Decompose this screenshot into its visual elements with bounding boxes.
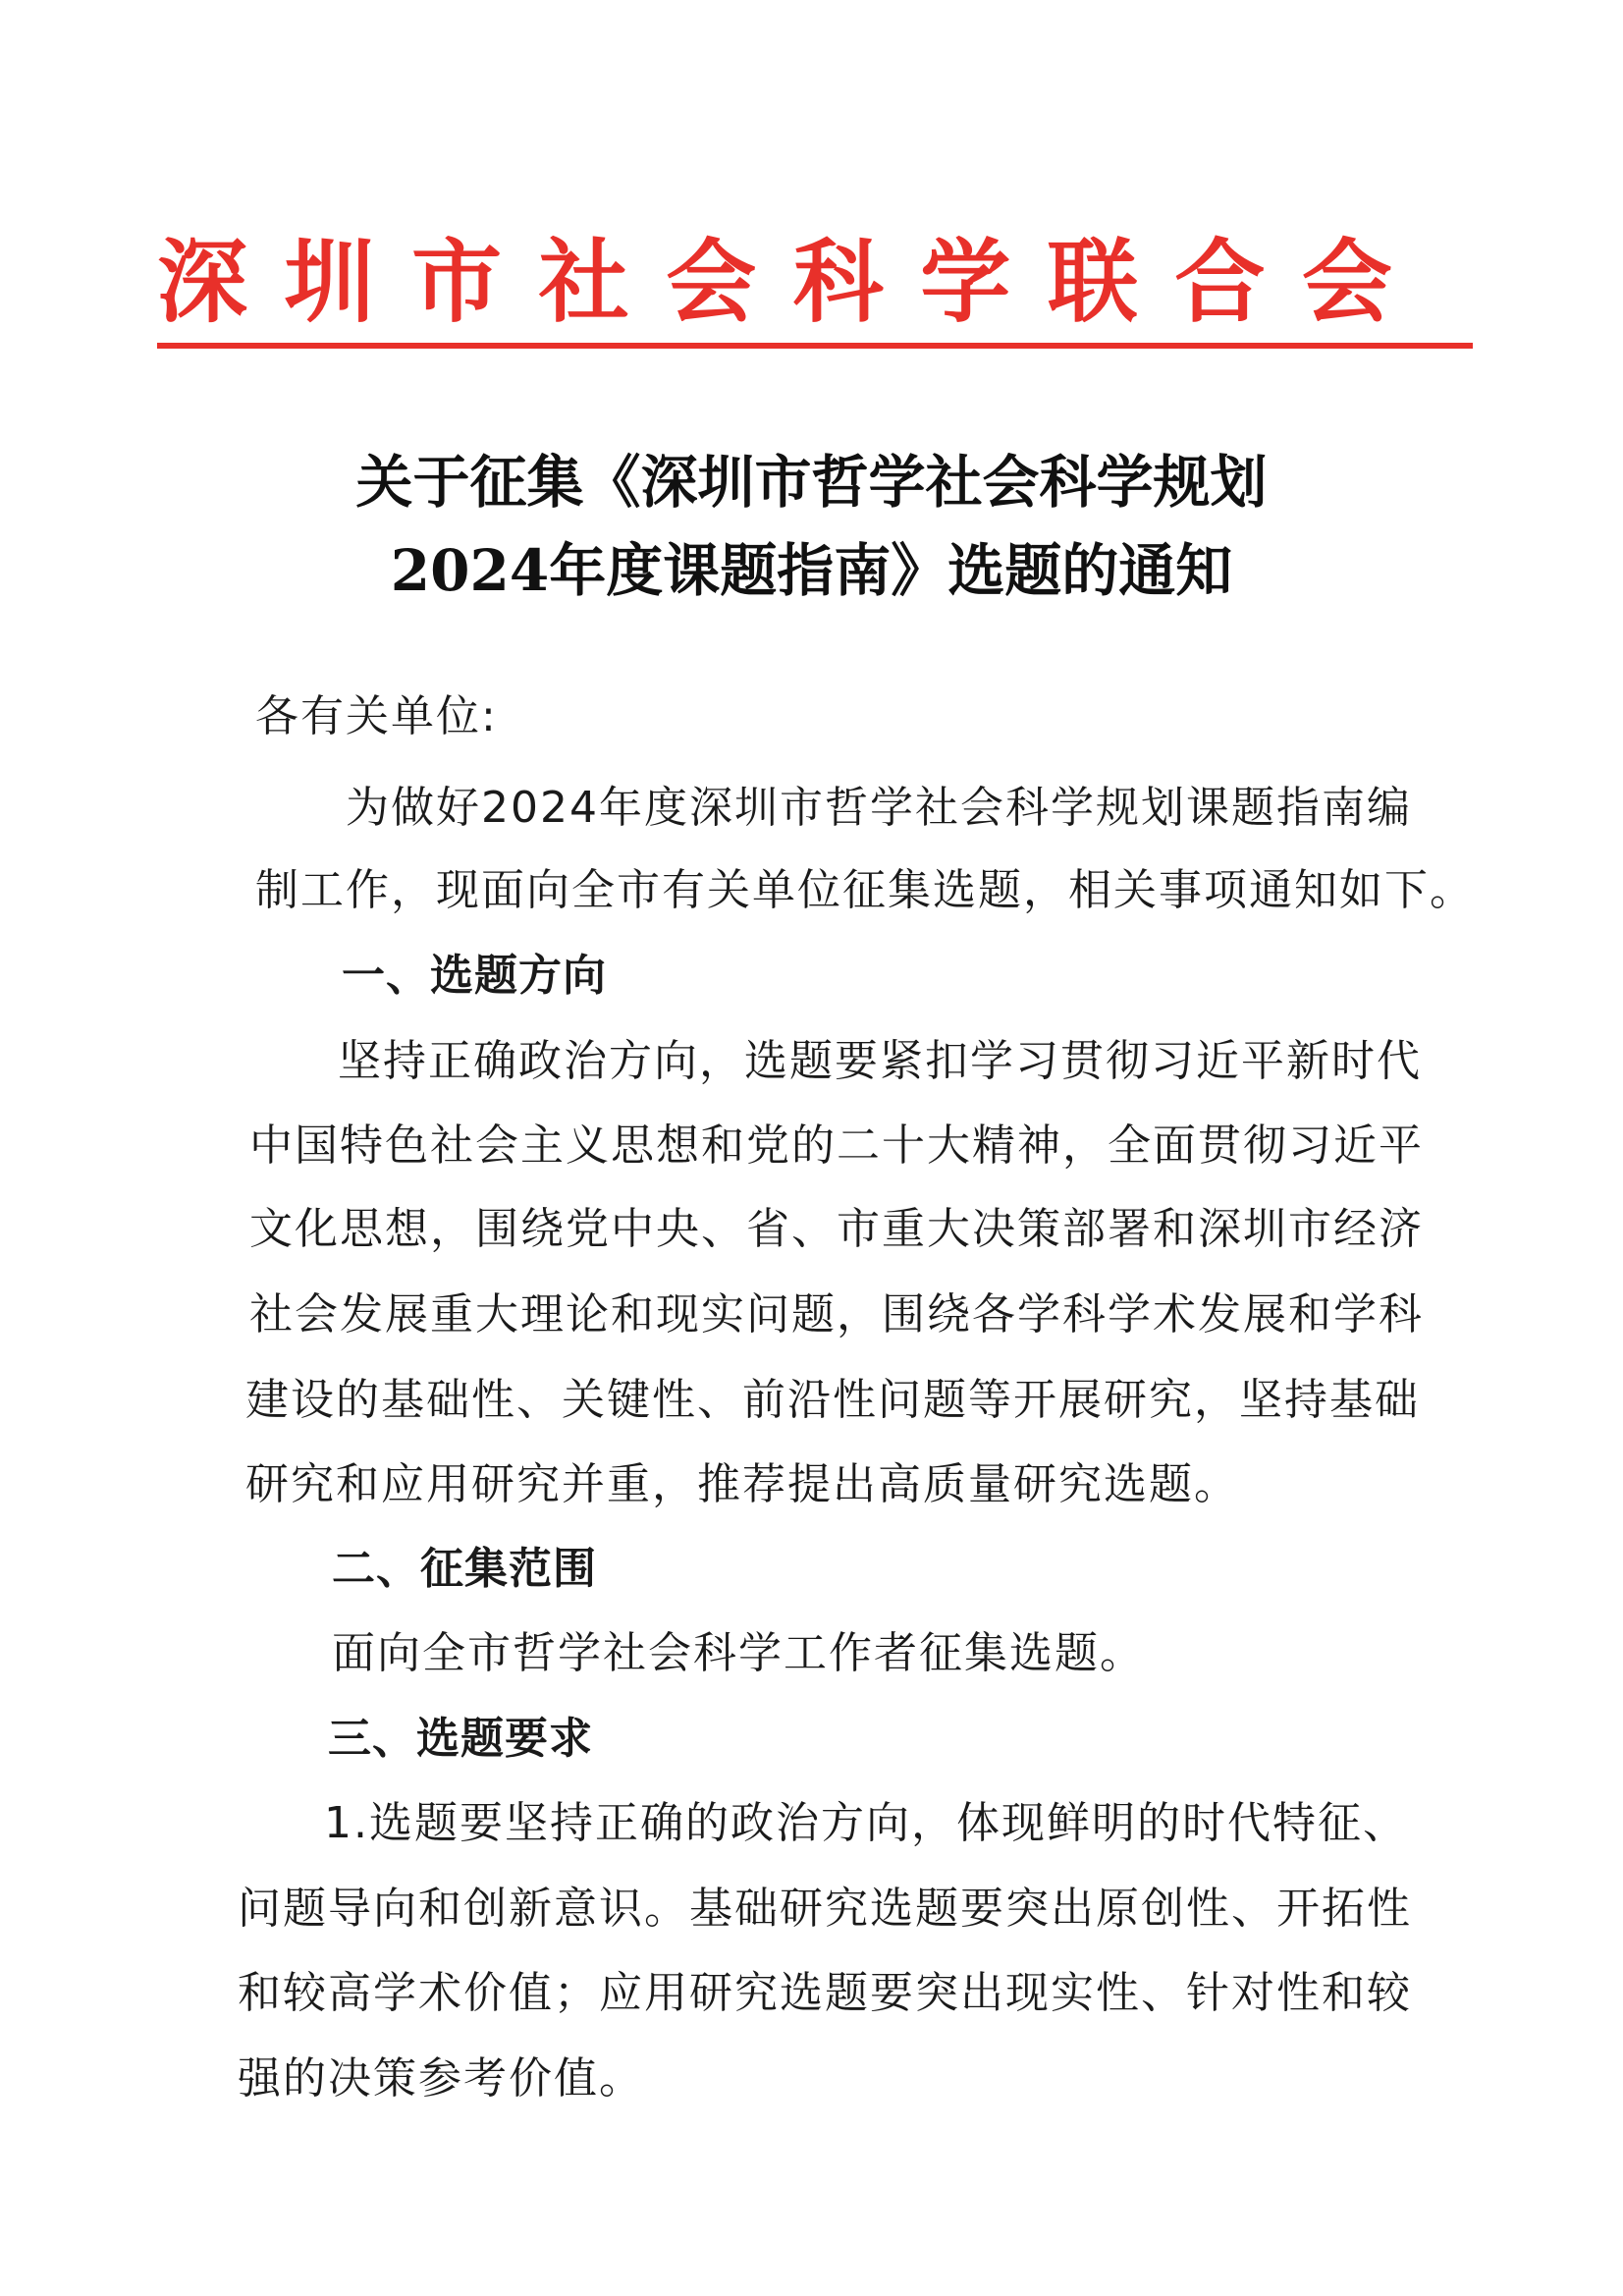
letterhead-char: 联	[1047, 229, 1138, 335]
letterhead-char: 市	[411, 229, 503, 335]
document-title-line-2: 2024年度课题指南》选题的通知	[390, 537, 1233, 604]
letterhead-char: 科	[792, 229, 884, 335]
letterhead-char: 会	[666, 229, 757, 335]
section-heading-1: 一、选题方向	[342, 951, 607, 1001]
section3-line-4: 强的决策参考价值。	[238, 2053, 644, 2104]
document-title	[157, 438, 1466, 615]
document-title-line-1: 关于征集《深圳市哲学社会科学规划	[355, 449, 1268, 516]
letterhead-org-name	[157, 228, 1392, 336]
section1-line-6: 研究和应用研究并重，推荐提出高质量研究选题。	[245, 1459, 1239, 1509]
letterhead-char: 社	[538, 229, 629, 335]
intro-line-2: 制工作，现面向全市有关单位征集选题，相关事项通知如下。	[255, 865, 1475, 915]
section2-line-1: 面向全市哲学社会科学工作者征集选题。	[332, 1628, 1145, 1678]
section1-line-1: 坚持正确政治方向，选题要紧扣学习贯彻习近平新时代	[338, 1036, 1422, 1086]
salutation: 各有关单位:	[255, 691, 498, 741]
letterhead-char: 会	[1301, 229, 1392, 335]
section-heading-2: 二、征集范围	[332, 1544, 597, 1594]
section-heading-3: 三、选题要求	[328, 1714, 593, 1764]
section3-line-3: 和较高学术价值；应用研究选题要突出现实性、针对性和较	[238, 1968, 1412, 2018]
letterhead-red-rule	[157, 343, 1473, 349]
section3-line-1: 1.选题要坚持正确的政治方向，体现鲜明的时代特征、	[324, 1798, 1408, 1848]
letterhead-char: 圳	[284, 229, 375, 335]
letterhead-char: 学	[920, 229, 1011, 335]
section1-line-3: 文化思想，围绕党中央、省、市重大决策部署和深圳市经济	[249, 1204, 1424, 1254]
section1-line-2: 中国特色社会主义思想和党的二十大精神，全面贯彻习近平	[249, 1121, 1424, 1171]
letterhead-char: 深	[157, 229, 248, 335]
letterhead-char: 合	[1174, 229, 1266, 335]
section3-line-2: 问题导向和创新意识。基础研究选题要突出原创性、开拓性	[238, 1884, 1412, 1934]
section1-line-4: 社会发展重大理论和现实问题，围绕各学科学术发展和学科	[249, 1289, 1424, 1339]
section1-line-5: 建设的基础性、关键性、前沿性问题等开展研究，坚持基础	[245, 1375, 1420, 1425]
intro-line-1: 为做好2024年度深圳市哲学社会科学规划课题指南编	[346, 783, 1412, 833]
